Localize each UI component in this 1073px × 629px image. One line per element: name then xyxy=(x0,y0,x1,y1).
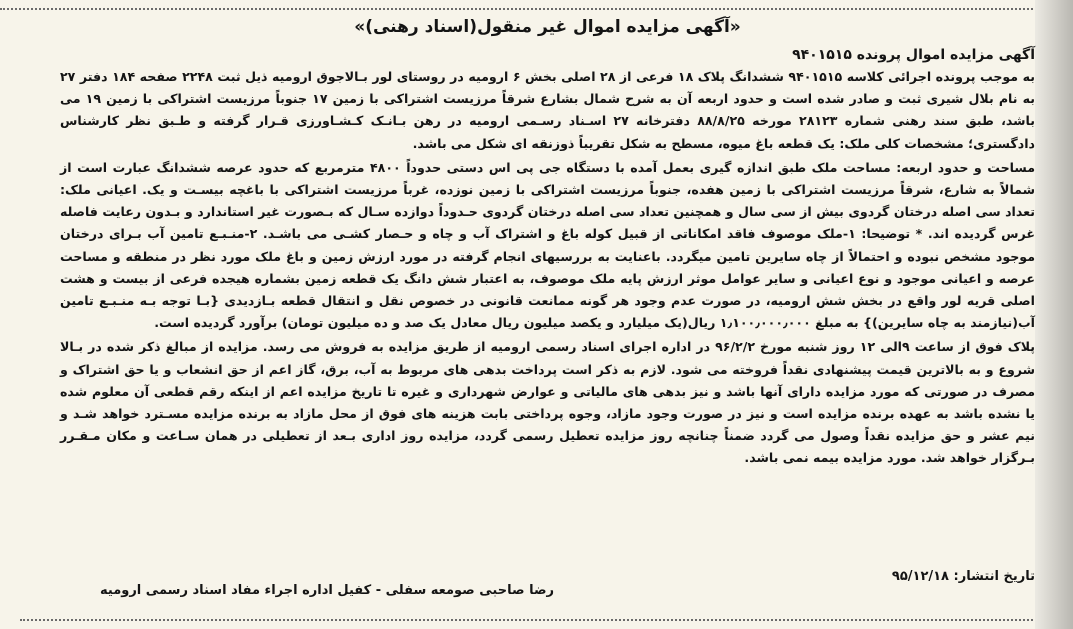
notice-title: «آگهی مزایده اموال غیر منقول(اسناد رهنی)» xyxy=(354,17,741,37)
paragraph-auction-terms: پلاک فوق از ساعت ۹الی ۱۲ روز شنبه مورخ ۹۶/۲/۲ در اداره اجرای اسناد رسمی ارومیه از طریق مزایده به فروش می رسد. مزایده از مبالغ ذکر شده در بـالا شروع و به بالاترین قیمت پیشنهادی نقداً فروخته می شود. لازم به ذکر است پرداخت بدهی های مربوط به آب، برق، گاز اعم از حق انشعاب و یا حق اشتراک و مصرف در صورتی که مورد مزایده دارای آنها باشد و نیز بدهی های مالیاتی و عوارض شهرداری و غیره تا تاریخ مزایده اعم از اینکه رقم قطعی آن معلوم شده یا نشده باشد به عهده برنده مزایده است و نیز در صورت وجود مازاد، وجوه پرداختی بابت هزینه های فوق از محل مازاد به برنده مزایده مسـترد خواهد شـد و نیم عشر و حق مزایده نقداً وصول می گردد ضمناً چنانچه روز مزایده تعطیل رسمی گردد، مزایده روز اداری بـعد از تعطیلی در همان سـاعت و مکان مـقـرر بـرگزار خواهد شد. مورد مزایده بیمه نمی باشد. xyxy=(60,339,1035,466)
paragraph-property-description: به موجب پرونده اجرائی کلاسه ۹۴۰۱۵۱۵ ششدانگ پلاک ۱۸ فرعی از ۲۸ اصلی بخش ۶ ارومیه در روستای لور بـالاجوق ارومیه ذیل ثبت ۲۲۴۸ صفحه ۱۸۴ دفتر ۲۷ به نام بلال شیری ثبت و صادر شده است و حدود اربعه آن به شرح شمال بشارع شرقاً مرزیست اشتراکی با زمین ۱۷ جنوباً مرزیست اشتراکی با زمین ۱۹ می باشد، طبق سند رهنی شماره ۲۸۱۲۳ مورخه ۸۸/۸/۲۵ دفترخانه ۲۷ اسـناد رسـمی ارومیه در رهن بـانـک کـشـاورزی قـرار گرفته و طـبق نظر کارشناس دادگستری؛ مشخصات کلی ملک: یک قطعه باغ میوه، مسطح به شکل تقریباً ذوزنقه ای شکل می باشد. xyxy=(60,69,1035,151)
file-number: آگهی مزایده اموال پرونده ۹۴۰۱۵۱۵ xyxy=(792,47,1035,63)
notice-body xyxy=(60,12,1035,472)
bottom-dotted-rule xyxy=(20,619,1033,621)
notice-footer xyxy=(60,564,1035,604)
signature-line: رضا صاحبی صومعه سفلی - کفیل اداره اجراء مفاد اسناد رسمی ارومیه xyxy=(100,583,554,598)
paragraph-area-and-valuation: مساحت و حدود اربعه: مساحت ملک طبق اندازه گیری بعمل آمده با دستگاه جی پی اس دستی حدوداً ۴۸۰۰ مترمربع که حدود عرصه ششدانگ عبارت است از شمالاً به شارع، شرقاً مرزیست اشتراکی با زمین هفده، جنوباً مرزیست اشتراکی با زمین نوزده، غرباً مرزیست اشتراکی با باغچه بیسـت و یک. اعیانی ملک: تعداد سی اصله درختان گردوی بیش از سی سال و همچنین تعداد سی اصله درختان گردوی حـدوداً دوازده سـال که بـصورت غیر استاندارد و بـدون رعایت فاصله غرس گردیده اند. * توضیحا: ۱-ملک موصوف فاقد امکاناتی از قبیل کوله باغ و اشتراک آب و چاه و حـصار کشـی می باشـد. ۲-منـبـع تامین آب بـرای درختان موجود مشخص نبوده و احتمالاً از چاه سایرین تامین میگردد. باعنایت به بررسیهای انجام گرفته در مورد ارزش زمین و باغ ملک مورد نظر در منطقه و مساحت عرصه و اعیانی موجود و نوع اعیانی و سایر عوامل موثر ارزش پایه ملک موصوف، به اعتبار شش دانگ یک قطعه زمین بشماره هیجده فرعی از بیست و هشت اصلی قریه لور واقع در بخش شش ارومیه، در صورت عدم وجود هر گونه ممانعت قانونی در خصوص نقل و انتقال قطعه بـازدیدی {بـا توجه بـه منـبـع تامین آب(نیازمند به چاه سایرین)} به مبلغ ۱٫۱۰۰٫۰۰۰٫۰۰۰ ریال(یک میلیارد و یکصد میلیون ریال معادل یک صد و ده میلیون تومان) برآورد گردیده است. xyxy=(60,159,1035,331)
page-edge-shadow xyxy=(1035,0,1073,629)
top-dotted-rule xyxy=(0,0,1073,10)
publish-date: تاریخ انتشار: ۹۵/۱۲/۱۸ xyxy=(891,569,1035,584)
